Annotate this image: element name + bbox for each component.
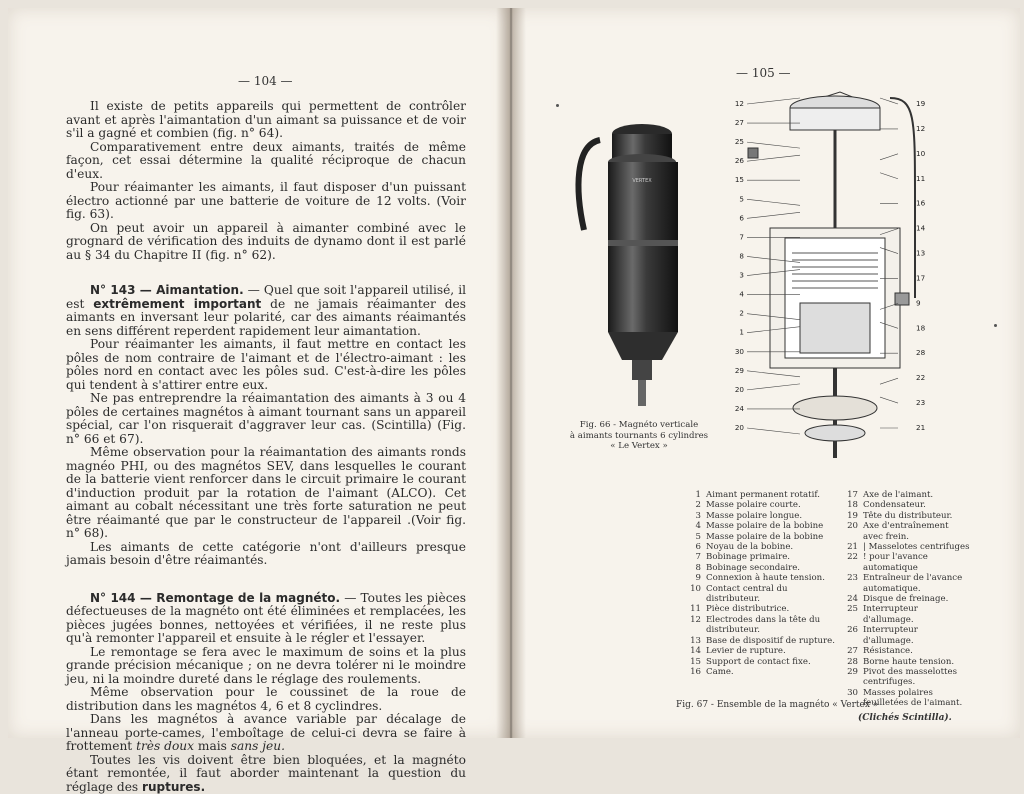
legend-text: Electrodes dans la tête du distributeur.	[706, 615, 838, 636]
legend-text: Condensateur.	[863, 500, 970, 510]
callout-line	[747, 371, 800, 377]
callout-label: 29	[735, 366, 745, 375]
legend-item	[840, 646, 970, 656]
legend-item	[683, 646, 838, 656]
legend-number: 28	[840, 657, 863, 667]
caption-line: Fig. 66 - Magnéto verticale	[564, 420, 714, 431]
callout-label: 15	[735, 175, 744, 184]
legend-item	[683, 490, 838, 500]
callout-label: 10	[916, 149, 926, 158]
legend-number: 19	[840, 511, 863, 521]
legend-number: 27	[840, 646, 863, 656]
callout-label: 4	[739, 290, 744, 299]
legend-text: Interrupteur d'allumage.	[863, 625, 970, 646]
legend-item	[683, 573, 838, 583]
text-span: de ne jamais réaimanter des aimants en inversant leur polarité, car des aimants réaimantés en sens différent reperdent rapidement leur aimantation.	[66, 297, 466, 338]
legend-number: 25	[840, 604, 863, 625]
legend-item	[840, 500, 970, 510]
callout-label: 24	[735, 404, 745, 413]
section-heading: N° 143 — Aimantation.	[90, 283, 244, 297]
legend-text: Masses polaires feuilletées de l'aimant.	[863, 688, 970, 709]
caption-line: à aimants tournants 6 cylindres	[564, 431, 714, 442]
legend-number: 17	[840, 490, 863, 500]
legend-text: Noyau de la bobine.	[706, 542, 838, 552]
legend-item	[683, 667, 838, 677]
legend-number: 23	[840, 573, 863, 594]
callout-line	[880, 154, 898, 160]
italic-span: très doux	[136, 739, 194, 753]
legend-item	[840, 521, 970, 542]
magneto-cutaway-diagram	[730, 78, 920, 473]
callout-label: 7	[739, 232, 744, 241]
legend-number: 2	[683, 500, 706, 510]
legend-item	[840, 604, 970, 625]
callout-label: 13	[916, 249, 925, 258]
legend-item	[683, 511, 838, 521]
legend-item	[840, 594, 970, 604]
legend-number: 16	[683, 667, 706, 677]
text-span: — Quel que soit l'appareil utilisé, il est	[66, 283, 466, 311]
legend-number: 26	[840, 625, 863, 646]
callout-line	[747, 142, 800, 148]
callout-label: 1	[739, 328, 744, 337]
callout-label: 26	[735, 156, 745, 165]
callout-label: 27	[735, 118, 744, 127]
legend-item	[683, 563, 838, 573]
callout-line	[880, 173, 898, 179]
callout-label: 3	[739, 271, 744, 280]
paragraph: Même observation pour la réaimantation des aimants ronds magnéo PHI, ou des magnétos SEV, dans lesquelles le courant de la batterie vient renforcer dans le circuit primaire le courant d'induction produit par la rotation de l'aimant (ALCO). Cet aimant au cobalt nécessitant une très forte saturation ne peut être réaimanté que par le constructeur de l'appareil .(Voir fig. n° 68).	[66, 446, 466, 541]
callout-label: 16	[916, 199, 926, 208]
legend-text: Aimant permanent rotatif.	[706, 490, 838, 500]
callout-label: 21	[916, 423, 925, 432]
callout-line	[880, 397, 898, 403]
legend-text: Masse polaire de la bobine	[706, 532, 838, 542]
paragraph: Même observation pour le coussinet de la roue de distribution dans les magnétos 4, 6 et 8 cyclindres.	[66, 686, 466, 713]
legend-text: Came.	[706, 667, 838, 677]
callout-line	[880, 378, 898, 384]
legend-number: 10	[683, 584, 706, 605]
legend-text: Levier de rupture.	[706, 646, 838, 656]
legend-number: 11	[683, 604, 706, 614]
legend-item	[840, 657, 970, 667]
photo-label: VERTEX	[632, 178, 652, 184]
legend-item	[840, 552, 970, 573]
legend-number: 15	[683, 657, 706, 667]
legend-column-1	[683, 490, 838, 677]
callout-label: 30	[735, 347, 745, 356]
callout-label: 9	[916, 298, 921, 307]
legend-text: Interrupteur d'allumage.	[863, 604, 970, 625]
legend-number: 14	[683, 646, 706, 656]
paragraph	[66, 754, 466, 794]
legend-item	[840, 573, 970, 594]
legend-item	[840, 542, 970, 552]
callout-label: 18	[916, 323, 926, 332]
callout-label: 22	[916, 373, 925, 382]
legend-number: 1	[683, 490, 706, 500]
legend-item	[840, 490, 970, 500]
callout-label: 2	[739, 309, 744, 318]
left-page	[8, 8, 508, 738]
callout-line	[747, 212, 800, 218]
callout-label: 12	[735, 99, 744, 108]
callout-label: 20	[735, 423, 745, 432]
paragraph	[66, 713, 466, 754]
legend-text: Résistance.	[863, 646, 970, 656]
legend-text: Masse polaire longue.	[706, 511, 838, 521]
legend-number: 6	[683, 542, 706, 552]
right-page	[508, 8, 1020, 738]
callout-line	[747, 98, 800, 104]
callout-label: 5	[739, 194, 744, 203]
callout-label: 25	[735, 137, 744, 146]
legend-text: Disque de freinage.	[863, 594, 970, 604]
callout-line	[747, 428, 800, 434]
legend-number: 30	[840, 688, 863, 709]
legend-text: Connexion à haute tension.	[706, 573, 838, 583]
italic-span: sans jeu.	[231, 739, 285, 753]
legend-text: Axe de l'aimant.	[863, 490, 970, 500]
legend-text: Entraîneur de l'avance automatique.	[863, 573, 970, 594]
callout-label: 28	[916, 348, 926, 357]
legend-number: 21	[840, 542, 863, 552]
text-span: Toutes les vis doivent être bien bloquées, et la magnéto étant remontée, il faut aborder maintenant la question du réglage des	[66, 753, 466, 794]
text-span: — Toutes les pièces défectueuses de la magnéto ont été éliminées et remplacées, les pièces jugées bonnes, nettoyées et vérifiées, il ne reste plus qu'à remonter l'appareil et ensuite à le régler et l'essayer.	[66, 591, 466, 646]
legend-text: Support de contact fixe.	[706, 657, 838, 667]
legend-text: Pivot des masselottes centrifuges.	[863, 667, 970, 688]
callout-label: 19	[916, 99, 926, 108]
fig66-caption	[564, 420, 714, 452]
body-text	[66, 100, 466, 794]
legend-text: Axe d'entraînement avec frein.	[863, 521, 970, 542]
legend-number: 22	[840, 552, 863, 573]
paragraph: Les aimants de cette catégorie n'ont d'ailleurs presque jamais besoin d'être réaimantés.	[66, 541, 466, 568]
legend-number: 29	[840, 667, 863, 688]
legend-item	[683, 521, 838, 531]
callout-label: 14	[916, 224, 926, 233]
legend-text: ! pour l'avance automatique	[863, 552, 970, 573]
callout-line	[747, 384, 800, 390]
paragraph: Ne pas entreprendre la réaimantation des aimants à 3 ou 4 pôles de certaines magnétos à aimant tournant sans un appareil spécial, car l'on risquerait d'aggraver leur cas. (Scintilla) (Fig. n° 66 et 67).	[66, 392, 466, 446]
text-span: mais	[194, 739, 231, 753]
legend-number: 18	[840, 500, 863, 510]
print-speck	[994, 324, 997, 327]
paragraph: On peut avoir un appareil à aimanter combiné avec le grognard de vérification des induits de dynamo dont il est parlé au § 34 du Chapitre II (fig. n° 62).	[66, 222, 466, 263]
page-number: — 105 —	[736, 66, 791, 80]
legend-number: 20	[840, 521, 863, 542]
legend-text: Bobinage primaire.	[706, 552, 838, 562]
paragraph: Pour réaimanter les aimants, il faut disposer d'un puissant électro actionné par une batterie de voiture de 12 volts. (Voir fig. 63).	[66, 181, 466, 222]
page-number: — 104 —	[238, 74, 293, 88]
legend-text: Contact central du distributeur.	[706, 584, 838, 605]
legend-text: Masse polaire courte.	[706, 500, 838, 510]
book-spread	[8, 8, 1020, 738]
legend-item	[683, 657, 838, 667]
callout-label: 6	[739, 213, 744, 222]
legend-number: 9	[683, 573, 706, 583]
legend-number: 13	[683, 636, 706, 646]
magneto-photo	[570, 120, 700, 410]
book-gutter	[496, 8, 526, 738]
legend-number: 12	[683, 615, 706, 636]
section-heading: N° 144 — Remontage de la magnéto.	[90, 591, 340, 605]
paragraph: Le remontage se fera avec le maximum de soins et la plus grande précision mécanique ; on ne devra tolérer ni le moindre jeu, ni la moindre dureté dans le réglage des roulements.	[66, 646, 466, 687]
legend-item	[683, 552, 838, 562]
callout-label: 23	[916, 398, 925, 407]
print-speck	[556, 104, 559, 107]
legend-number: 8	[683, 563, 706, 573]
legend-number: 7	[683, 552, 706, 562]
legend-item	[683, 615, 838, 636]
legend-number: 3	[683, 511, 706, 521]
legend-number: 4	[683, 521, 706, 531]
legend-text: | Masselotes centrifuges	[863, 542, 970, 552]
caption-line: « Le Vertex »	[564, 441, 714, 452]
legend-item	[683, 542, 838, 552]
legend-text: Pièce distributrice.	[706, 604, 838, 614]
legend-number: 5	[683, 532, 706, 542]
legend-item	[840, 667, 970, 688]
text-span: Dans les magnétos à avance variable par décalage de l'anneau porte-cames, l'emboîtage de celui-ci devra se faire à frottement	[66, 712, 466, 753]
legend-number: 24	[840, 594, 863, 604]
callout-label: 8	[739, 251, 744, 260]
callout-label: 12	[916, 124, 925, 133]
paragraph: Pour réaimanter les aimants, il faut mettre en contact les pôles de nom contraire de l'aimant et de l'électro-aimant : les pôles nord en contact avec les pôles sud. C'est-à-dire les pôles qui tendent à s'attirer entre eux.	[66, 338, 466, 392]
legend-text: Tête du distributeur.	[863, 511, 970, 521]
legend-item	[683, 532, 838, 542]
callout-label: 11	[916, 174, 925, 183]
section-144-lead	[66, 592, 466, 646]
legend-item	[683, 636, 838, 646]
credit-line: (Clichés Scintilla).	[858, 713, 952, 723]
fig67-caption: Fig. 67 - Ensemble de la magnéto « Vertex »	[676, 700, 936, 710]
paragraph: Comparativement entre deux aimants, traités de même façon, cet essai détermine la qualité réciproque de chacun d'eux.	[66, 141, 466, 182]
legend-text: Bobinage secondaire.	[706, 563, 838, 573]
legend-text: Base de dispositif de rupture.	[706, 636, 838, 646]
callout-line	[747, 199, 800, 205]
legend-text: Masse polaire de la bobine	[706, 521, 838, 531]
emphasis: ruptures.	[142, 780, 205, 794]
section-143-lead	[66, 284, 466, 338]
emphasis: extrêmement important	[93, 297, 261, 311]
legend-item	[840, 625, 970, 646]
callout-label: 20	[735, 385, 745, 394]
legend-item	[683, 500, 838, 510]
legend-item	[840, 511, 970, 521]
legend-column-2	[840, 490, 970, 709]
paragraph: Il existe de petits appareils qui permettent de contrôler avant et après l'aimantation d'un aimant sa puissance et de voir s'il a gagné et combien (fig. n° 64).	[66, 100, 466, 141]
legend-item	[683, 584, 838, 605]
legend-text: Borne haute tension.	[863, 657, 970, 667]
callout-label: 17	[916, 273, 925, 282]
legend-item	[683, 604, 838, 614]
